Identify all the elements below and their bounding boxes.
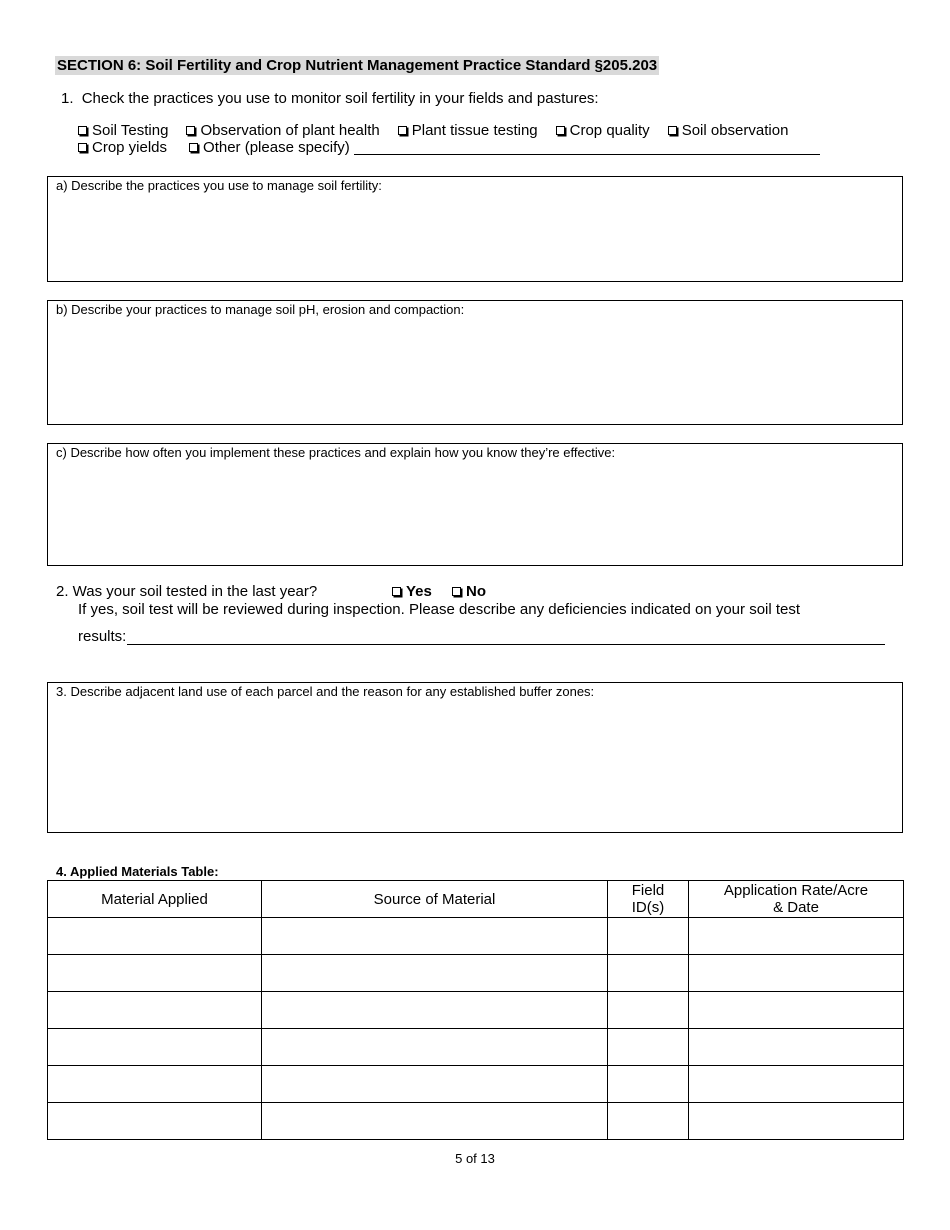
results-line bbox=[78, 628, 885, 645]
question-2-text: 2. Was your soil tested in the last year? bbox=[56, 583, 318, 600]
checkbox-other[interactable] bbox=[189, 143, 198, 152]
table-cell[interactable] bbox=[689, 992, 904, 1029]
applied-materials-title: 4. Applied Materials Table: bbox=[56, 864, 219, 879]
soil-ph-answer-field[interactable] bbox=[56, 321, 894, 418]
adjacent-land-use-answer-field[interactable] bbox=[56, 703, 894, 826]
header-line: Application Rate/Acre bbox=[723, 882, 869, 899]
table-cell[interactable] bbox=[48, 918, 262, 955]
table-row bbox=[48, 1066, 904, 1103]
option-no[interactable] bbox=[452, 583, 486, 600]
option-label: No bbox=[466, 583, 486, 600]
option-crop-yields[interactable] bbox=[78, 139, 167, 156]
page-number: 5 of 13 bbox=[455, 1151, 495, 1166]
checkbox-soil-observation[interactable] bbox=[668, 126, 677, 135]
option-label: Crop quality bbox=[569, 122, 650, 139]
checkbox-yes[interactable] bbox=[392, 587, 401, 596]
option-soil-observation[interactable] bbox=[668, 122, 789, 139]
table-cell[interactable] bbox=[262, 1029, 608, 1066]
option-label: Soil Testing bbox=[92, 122, 169, 139]
table-header-row bbox=[48, 881, 904, 918]
table-cell[interactable] bbox=[48, 1029, 262, 1066]
option-yes[interactable] bbox=[392, 583, 432, 600]
question-2-note: If yes, soil test will be reviewed during inspection. Please describe any deficiencies indicated on your soil test bbox=[78, 601, 801, 618]
question-1-text: Check the practices you use to monitor soil fertility in your fields and pastures: bbox=[81, 90, 599, 107]
checkbox-observation-of-plant-health[interactable] bbox=[186, 126, 195, 135]
table-cell[interactable] bbox=[608, 1029, 689, 1066]
checkbox-crop-quality[interactable] bbox=[556, 126, 565, 135]
option-crop-quality[interactable] bbox=[556, 122, 650, 139]
section-title: SECTION 6: Soil Fertility and Crop Nutrient Management Practice Standard §205.203 bbox=[57, 57, 658, 74]
box-label: 3. Describe adjacent land use of each parcel and the reason for any established buffer zones: bbox=[56, 684, 595, 699]
header-application-rate-date bbox=[689, 881, 904, 918]
applied-materials-table bbox=[47, 880, 904, 1140]
question-1-number: 1. bbox=[61, 90, 74, 107]
table-cell[interactable] bbox=[262, 1066, 608, 1103]
option-label: Yes bbox=[406, 583, 432, 600]
option-plant-tissue-testing[interactable] bbox=[398, 122, 538, 139]
header-line: Field bbox=[631, 882, 665, 899]
option-label: Crop yields bbox=[92, 139, 168, 156]
option-label: Observation of plant health bbox=[200, 122, 380, 139]
table-cell[interactable] bbox=[48, 1103, 262, 1140]
practice-frequency-answer-field[interactable] bbox=[56, 464, 894, 559]
table-cell[interactable] bbox=[262, 992, 608, 1029]
table-cell[interactable] bbox=[608, 1103, 689, 1140]
table-cell[interactable] bbox=[608, 992, 689, 1029]
table-cell[interactable] bbox=[689, 1029, 904, 1066]
box-practice-frequency bbox=[47, 443, 903, 566]
table-row bbox=[48, 918, 904, 955]
table-cell[interactable] bbox=[262, 918, 608, 955]
header-source-of-material: Source of Material bbox=[262, 881, 608, 918]
header-field-ids bbox=[608, 881, 689, 918]
table-cell[interactable] bbox=[689, 955, 904, 992]
table-cell[interactable] bbox=[48, 1066, 262, 1103]
option-label: Soil observation bbox=[681, 122, 789, 139]
table-cell[interactable] bbox=[689, 1066, 904, 1103]
table-cell[interactable] bbox=[689, 918, 904, 955]
header-material-applied: Material Applied bbox=[48, 881, 262, 918]
q1-options-row-1 bbox=[78, 122, 788, 140]
results-label: results: bbox=[78, 628, 127, 645]
header-line: ID(s) bbox=[631, 899, 665, 916]
table-row bbox=[48, 1029, 904, 1066]
table-cell[interactable] bbox=[48, 992, 262, 1029]
results-field[interactable] bbox=[127, 630, 885, 645]
other-specify-field[interactable] bbox=[354, 140, 820, 155]
box-manage-soil-fertility bbox=[47, 176, 903, 282]
table-cell[interactable] bbox=[608, 1066, 689, 1103]
option-other[interactable] bbox=[189, 139, 820, 156]
table-row bbox=[48, 1103, 904, 1140]
option-soil-testing[interactable] bbox=[78, 122, 168, 139]
option-label: Other (please specify) bbox=[203, 139, 350, 156]
header-line: & Date bbox=[773, 899, 819, 916]
table-cell[interactable] bbox=[262, 1103, 608, 1140]
soil-fertility-answer-field[interactable] bbox=[56, 197, 894, 275]
box-adjacent-land-use bbox=[47, 682, 903, 833]
table-cell[interactable] bbox=[608, 918, 689, 955]
q1-options-row-2 bbox=[78, 139, 820, 157]
checkbox-no[interactable] bbox=[452, 587, 461, 596]
box-label: a) Describe the practices you use to manage soil fertility: bbox=[56, 178, 382, 193]
table-row bbox=[48, 955, 904, 992]
option-label: Plant tissue testing bbox=[411, 122, 538, 139]
checkbox-soil-testing[interactable] bbox=[78, 126, 87, 135]
box-soil-ph-erosion-compaction bbox=[47, 300, 903, 425]
option-observation-of-plant-health[interactable] bbox=[186, 122, 379, 139]
table-row bbox=[48, 992, 904, 1029]
box-label: c) Describe how often you implement these practices and explain how you know they’re effective: bbox=[56, 445, 616, 460]
checkbox-plant-tissue-testing[interactable] bbox=[398, 126, 407, 135]
table-cell[interactable] bbox=[262, 955, 608, 992]
question-1 bbox=[61, 90, 599, 107]
table-cell[interactable] bbox=[689, 1103, 904, 1140]
checkbox-crop-yields[interactable] bbox=[78, 143, 87, 152]
table-cell[interactable] bbox=[48, 955, 262, 992]
table-cell[interactable] bbox=[608, 955, 689, 992]
box-label: b) Describe your practices to manage soil pH, erosion and compaction: bbox=[56, 302, 465, 317]
